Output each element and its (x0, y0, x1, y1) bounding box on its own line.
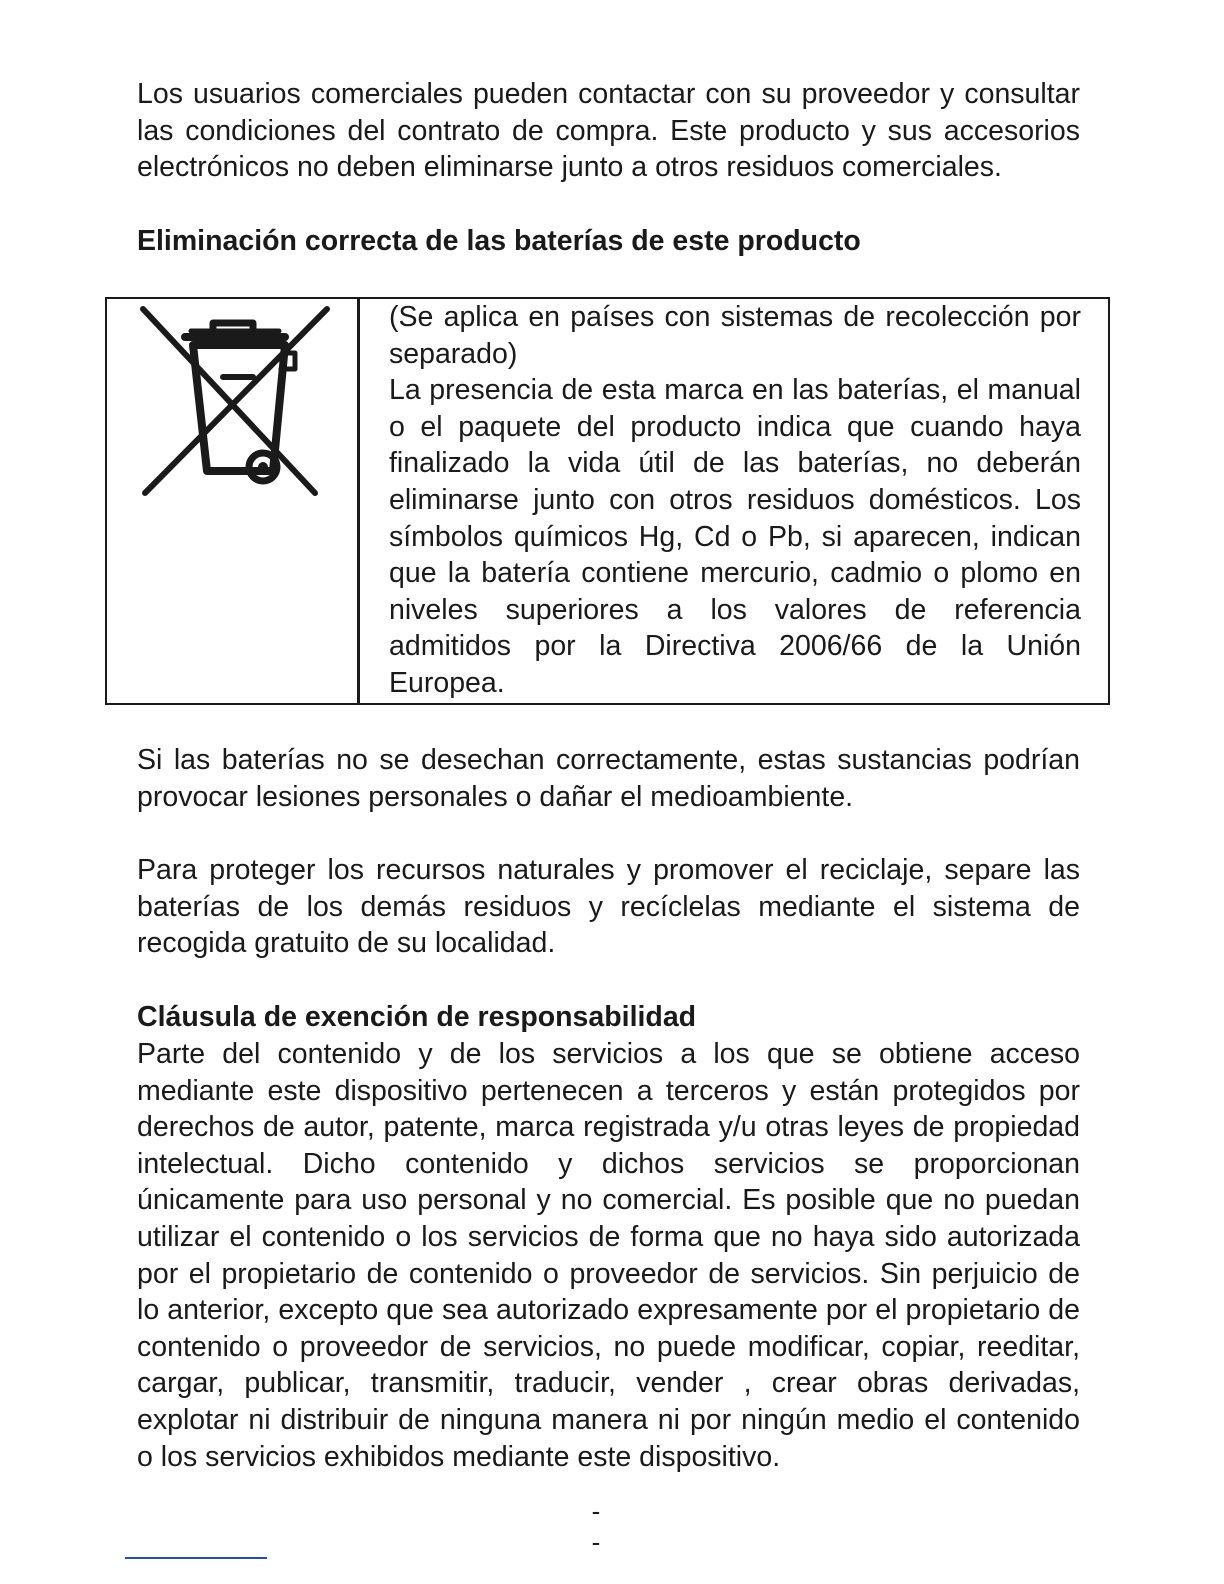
page-number-mark: - - (591, 1496, 619, 1557)
disclaimer-heading: Cláusula de exención de responsabilidad (137, 1001, 697, 1033)
crossed-out-wheeled-bin-icon (135, 301, 335, 501)
box-divider (357, 299, 360, 703)
battery-info-text (389, 299, 1081, 702)
footnote-rule (125, 1557, 267, 1559)
battery-info-box (105, 297, 1110, 705)
disclaimer-paragraph: Parte del contenido y de los servicios a los que se obtiene acceso mediante este dispositivo pertenecen a terceros y están protegidos por derechos de autor, patente, marca registrada y/u otras leyes de propiedad intelectual. Dicho contenido y dichos servicios se proporcionan únicamente para uso personal y no comercial. Es posible que no puedan utilizar el contenido o los servicios de forma que no haya sido autorizada por el propietario de contenido o proveedor de servicios. Sin perjuicio de lo anterior, excepto que sea autorizado expresamente por el propietario de contenido o proveedor de servicios, no puede modificar, copiar, reeditar, cargar, publicar, transmitir, traducir, vender , crear obras derivadas, explotar ni distribuir de ninguna manera ni por ningún medio el contenido o los servicios exhibidos mediante este dispositivo. (137, 1038, 1080, 1473)
recycling-paragraph: Para proteger los recursos naturales y promover el reciclaje, separe las baterías de los demás residuos y recíclelas mediante el sistema de recogida gratuito de su localidad. (137, 854, 1080, 960)
battery-mark-description: La presencia de esta marca en las baterías, el manual o el paquete del producto indica que cuando haya finalizado la vida útil de las baterías, no deberán eliminarse junto con otros residuos domésticos. Los símbolos químicos Hg, Cd o Pb, si aparecen, indican que la batería contiene mercurio, cadmio o plomo en niveles superiores a los valores de referencia admitidos por la Directiva 2006/66 de la Unión Europea. (389, 374, 1081, 699)
battery-disposal-heading: Eliminación correcta de las baterías de este producto (137, 225, 861, 257)
collection-scope-note: (Se aplica en países con sistemas de recolección por separado) (389, 301, 1081, 370)
harm-paragraph: Si las baterías no se desechan correctamente, estas sustancias podrían provocar lesiones personales o dañar el medioambiente. (137, 744, 1080, 813)
intro-paragraph: Los usuarios comerciales pueden contactar con su proveedor y consultar las condiciones del contrato de compra. Este producto y sus accesorios electrónicos no deben eliminarse junto a otros residuos comerciales. (137, 78, 1080, 184)
